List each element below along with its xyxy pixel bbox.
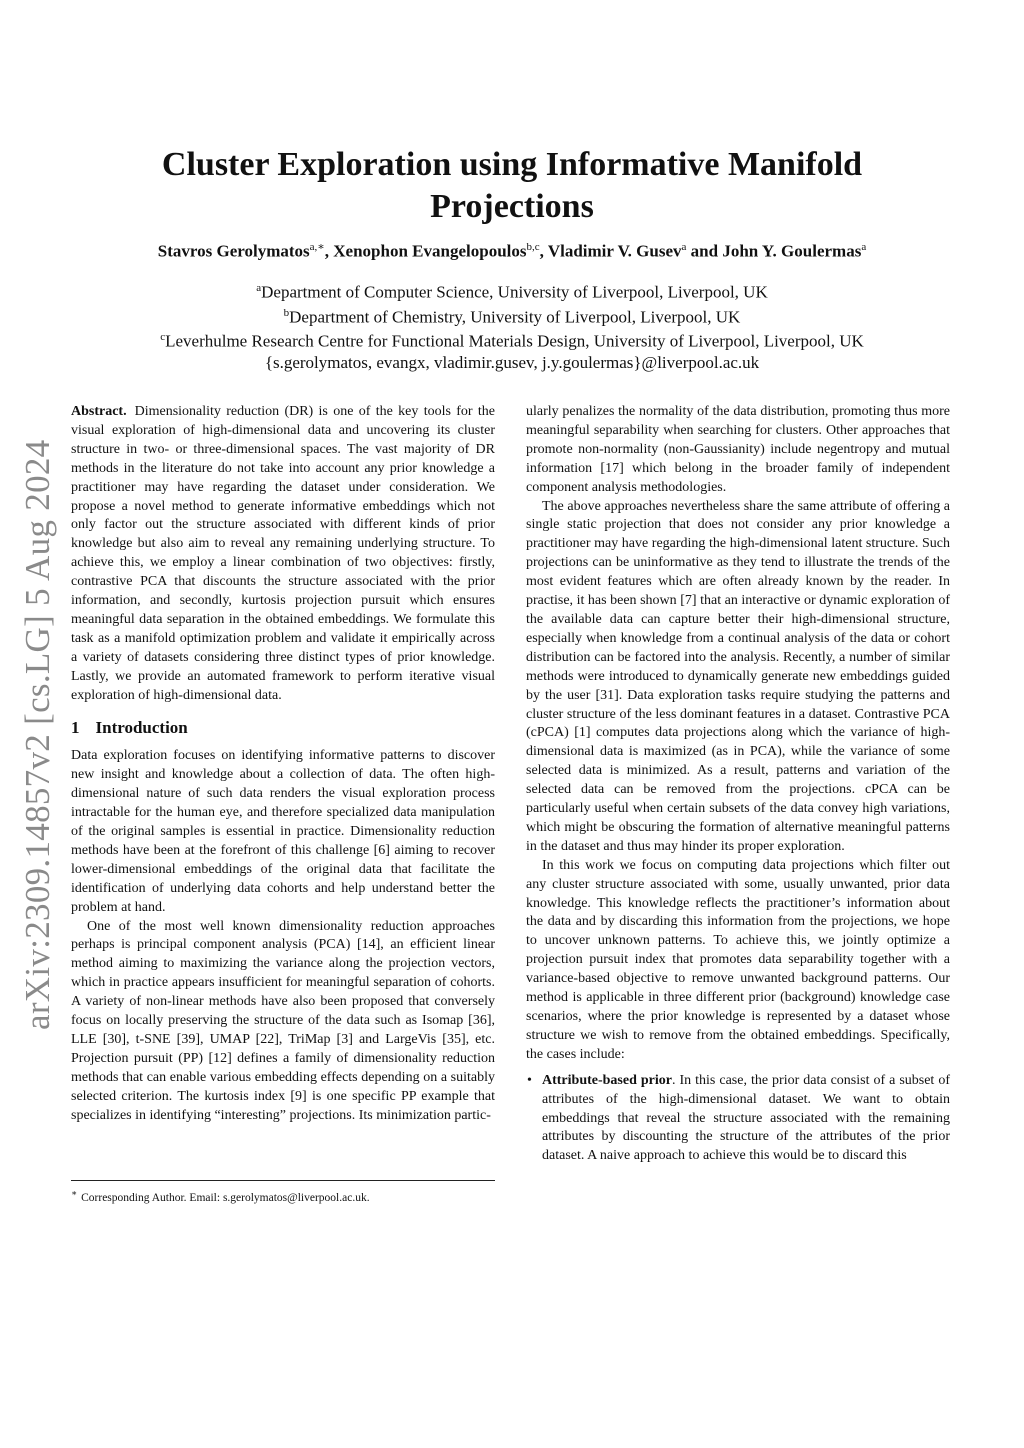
author-name: Vladimir V. Gusev (547, 241, 682, 261)
author-name: Stavros Gerolymatos (157, 241, 310, 261)
title-line-2: Projections (430, 188, 594, 225)
author-affiliation-mark: b,c (526, 241, 540, 253)
footnote-divider (71, 1180, 495, 1181)
paper-title (0, 144, 1024, 228)
paragraph: One of the most well known dimensionality reduction approaches perhaps is principal component analysis (PCA) [14], an efficient linear method aiming to maximizing the variance along the projection vectors, which in practice appears insufficient for meaningful separation of cohorts. A variety of non-linear methods have also been proposed that conversely focus on locally preserving the structure of the data such as Isomap [36], LLE [30], t-SNE [39], UMAP [22], TriMap [3] and LargeVis [35], etc. Projection pursuit (PP) [12] defines a family of dimensionality reduction methods that can enable various embedding effects depending on a suitably selected criterion. The kurtosis index [9] is one specific PP example that specializes in identifying “interesting” projections. Its minimization partic- (71, 918, 495, 1123)
paragraph: In this work we focus on computing data projections which filter out any cluster structure associated with some, usually unwanted, prior data knowledge. This knowledge reflects the practitioner’s information about the data and by discarding this information from the projections, we hope to uncover unknown patterns. To achieve this, we jointly optimize a projection pursuit index that promotes data separability together with a variance-based objective to remove unwanted background patterns. Our method is applicable in three different prior (background) knowledge case scenarios, where the prior knowledge is represented by a dataset whose structure we wish to remove from the obtained embeddings. Specifically, the cases include: (526, 857, 950, 1062)
author-emails: {s.gerolymatos, evangx, vladimir.gusev, j.y.goulermas}@liverpool.ac.uk (264, 352, 760, 372)
author-affiliation-mark: a,∗ (309, 241, 325, 253)
abstract (71, 403, 495, 706)
section-heading-introduction (71, 719, 495, 738)
prior-cases-list (526, 1072, 950, 1167)
abstract-label: Abstract. (71, 404, 127, 419)
author-list (0, 240, 1024, 262)
affiliation-line: $^c$Leverhulme Research Centre for Functional Materials Design, University of Liverpool, Liverpool, UK (160, 331, 864, 351)
arxiv-identifier: arXiv:2309.14857v2 [cs.LG] 5 Aug 2024 (18, 439, 57, 1030)
paragraph: Data exploration focuses on identifying informative patterns to discover new insight and knowledge about a collection of data. The often high-dimensional nature of such data renders the visual exploration process intractable for the human eye, and therefore specialized data manipulation of the original samples is essential in practice. Dimensionality reduction methods have been at the forefront of this challenge [6] aiming to recover lower-dimensional embeddings of the original data that facilitate the identification of underlying data cohorts and help understand better the problem at hand. (71, 748, 495, 915)
bullet-icon: • (527, 1072, 532, 1088)
author-separator: , (539, 241, 548, 261)
affiliation-line: $^a$Department of Computer Science, University of Liverpool, Liverpool, UK (256, 282, 768, 302)
section-number: 1 (71, 717, 80, 737)
bullet-label: Attribute-based prior (542, 1072, 672, 1088)
abstract-text: Dimensionality reduction (DR) is one of the key tools for the visual exploration of high-dimensional data and uncovering its cluster structure in two- or three-dimensional spaces. The vast majority of DR methods in the literature do not take into account any prior knowledge a practitioner may have regarding the dataset under consideration. We propose a novel method to generate informative embeddings which not only factor out the structure associated with different kinds of prior knowledge but also aim to reveal any remaining underlying structure. To achieve this, we employ a linear combination of two objectives: firstly, contrastive PCA that discounts the structure associated with the prior information, and secondly, kurtosis projection pursuit which ensures meaningful data separation in the obtained embeddings. We formulate this task as a manifold optimization problem and validate it empirically across a variety of datasets considering three distinct types of prior knowledge. Lastly, we provide an automated framework to perform iterative visual exploration of high-dimensional data. (71, 404, 495, 703)
footnote (71, 1186, 495, 1206)
author-name: John Y. Goulermas (722, 241, 862, 261)
author-separator: , (324, 241, 334, 261)
section-title: Introduction (95, 717, 188, 737)
author-separator: and (686, 241, 723, 261)
list-item (526, 1072, 950, 1167)
affiliations (0, 278, 1024, 373)
title-line-1: Cluster Exploration using Informative Manifold (161, 146, 863, 183)
footnote-text: Corresponding Author. Email: s.gerolymatos@liverpool.ac.uk. (81, 1191, 370, 1204)
author-affiliation-mark: a (861, 241, 867, 253)
right-column (526, 403, 950, 1166)
paragraph: ularly penalizes the normality of the data distribution, promoting thus more meaningful separability when searching for clusters. Other approaches that promote non-normality (non-Gaussianity) include negentropy and mutual information [17] which belong in the broader family of independent component analysis methodologies. (526, 404, 950, 495)
author-affiliation-mark: a (681, 241, 687, 253)
author-name: Xenophon Evangelopoulos (333, 241, 527, 261)
paragraph: The above approaches nevertheless share the same attribute of offering a single static projection that does not consider any prior knowledge a practitioner may have regarding the high-dimensional latent structure. Such projections can be uninformative as they tend to illustrate the trends of the most evident features which are often already known by the reader. In practise, it has been shown [7] that an interactive or dynamic exploration of the available data can capture better their high-dimensional structure, especially when knowledge from a continual analysis of the data or cohort distribution can be factored into the analysis. Recently, a number of similar methods were introduced to dynamically generate new embeddings guided by the user [31]. Data exploration tasks require studying the patterns and cluster structure of the less dominant features in a dataset. Contrastive PCA (cPCA) [1] computes data projections along which the variance of high-dimensional data is maximized (as in PCA), while the variance of some selected data is minimized. As a result, patterns and variation of the selected data can be removed from the projections. cPCA can be particularly useful when certain subsets of the data convey high variations, which might be obscuring the formation of alternative meaningful patterns in the dataset and thus may hinder its proper exploration. (526, 498, 950, 854)
bullet-text: . In this case, the prior data consist of a subset of attributes of the high-dimensional dataset. We want to obtain embeddings that reveal the structure associated with the remaining attributes by discounting the structure of the attributes of the prior dataset. A naive approach to achieve this would be to discard this (542, 1072, 950, 1164)
left-column (71, 403, 495, 1126)
footnote-mark: ∗ (71, 1188, 78, 1198)
affiliation-line: $^b$Department of Chemistry, University of Liverpool, Liverpool, UK (283, 306, 741, 327)
